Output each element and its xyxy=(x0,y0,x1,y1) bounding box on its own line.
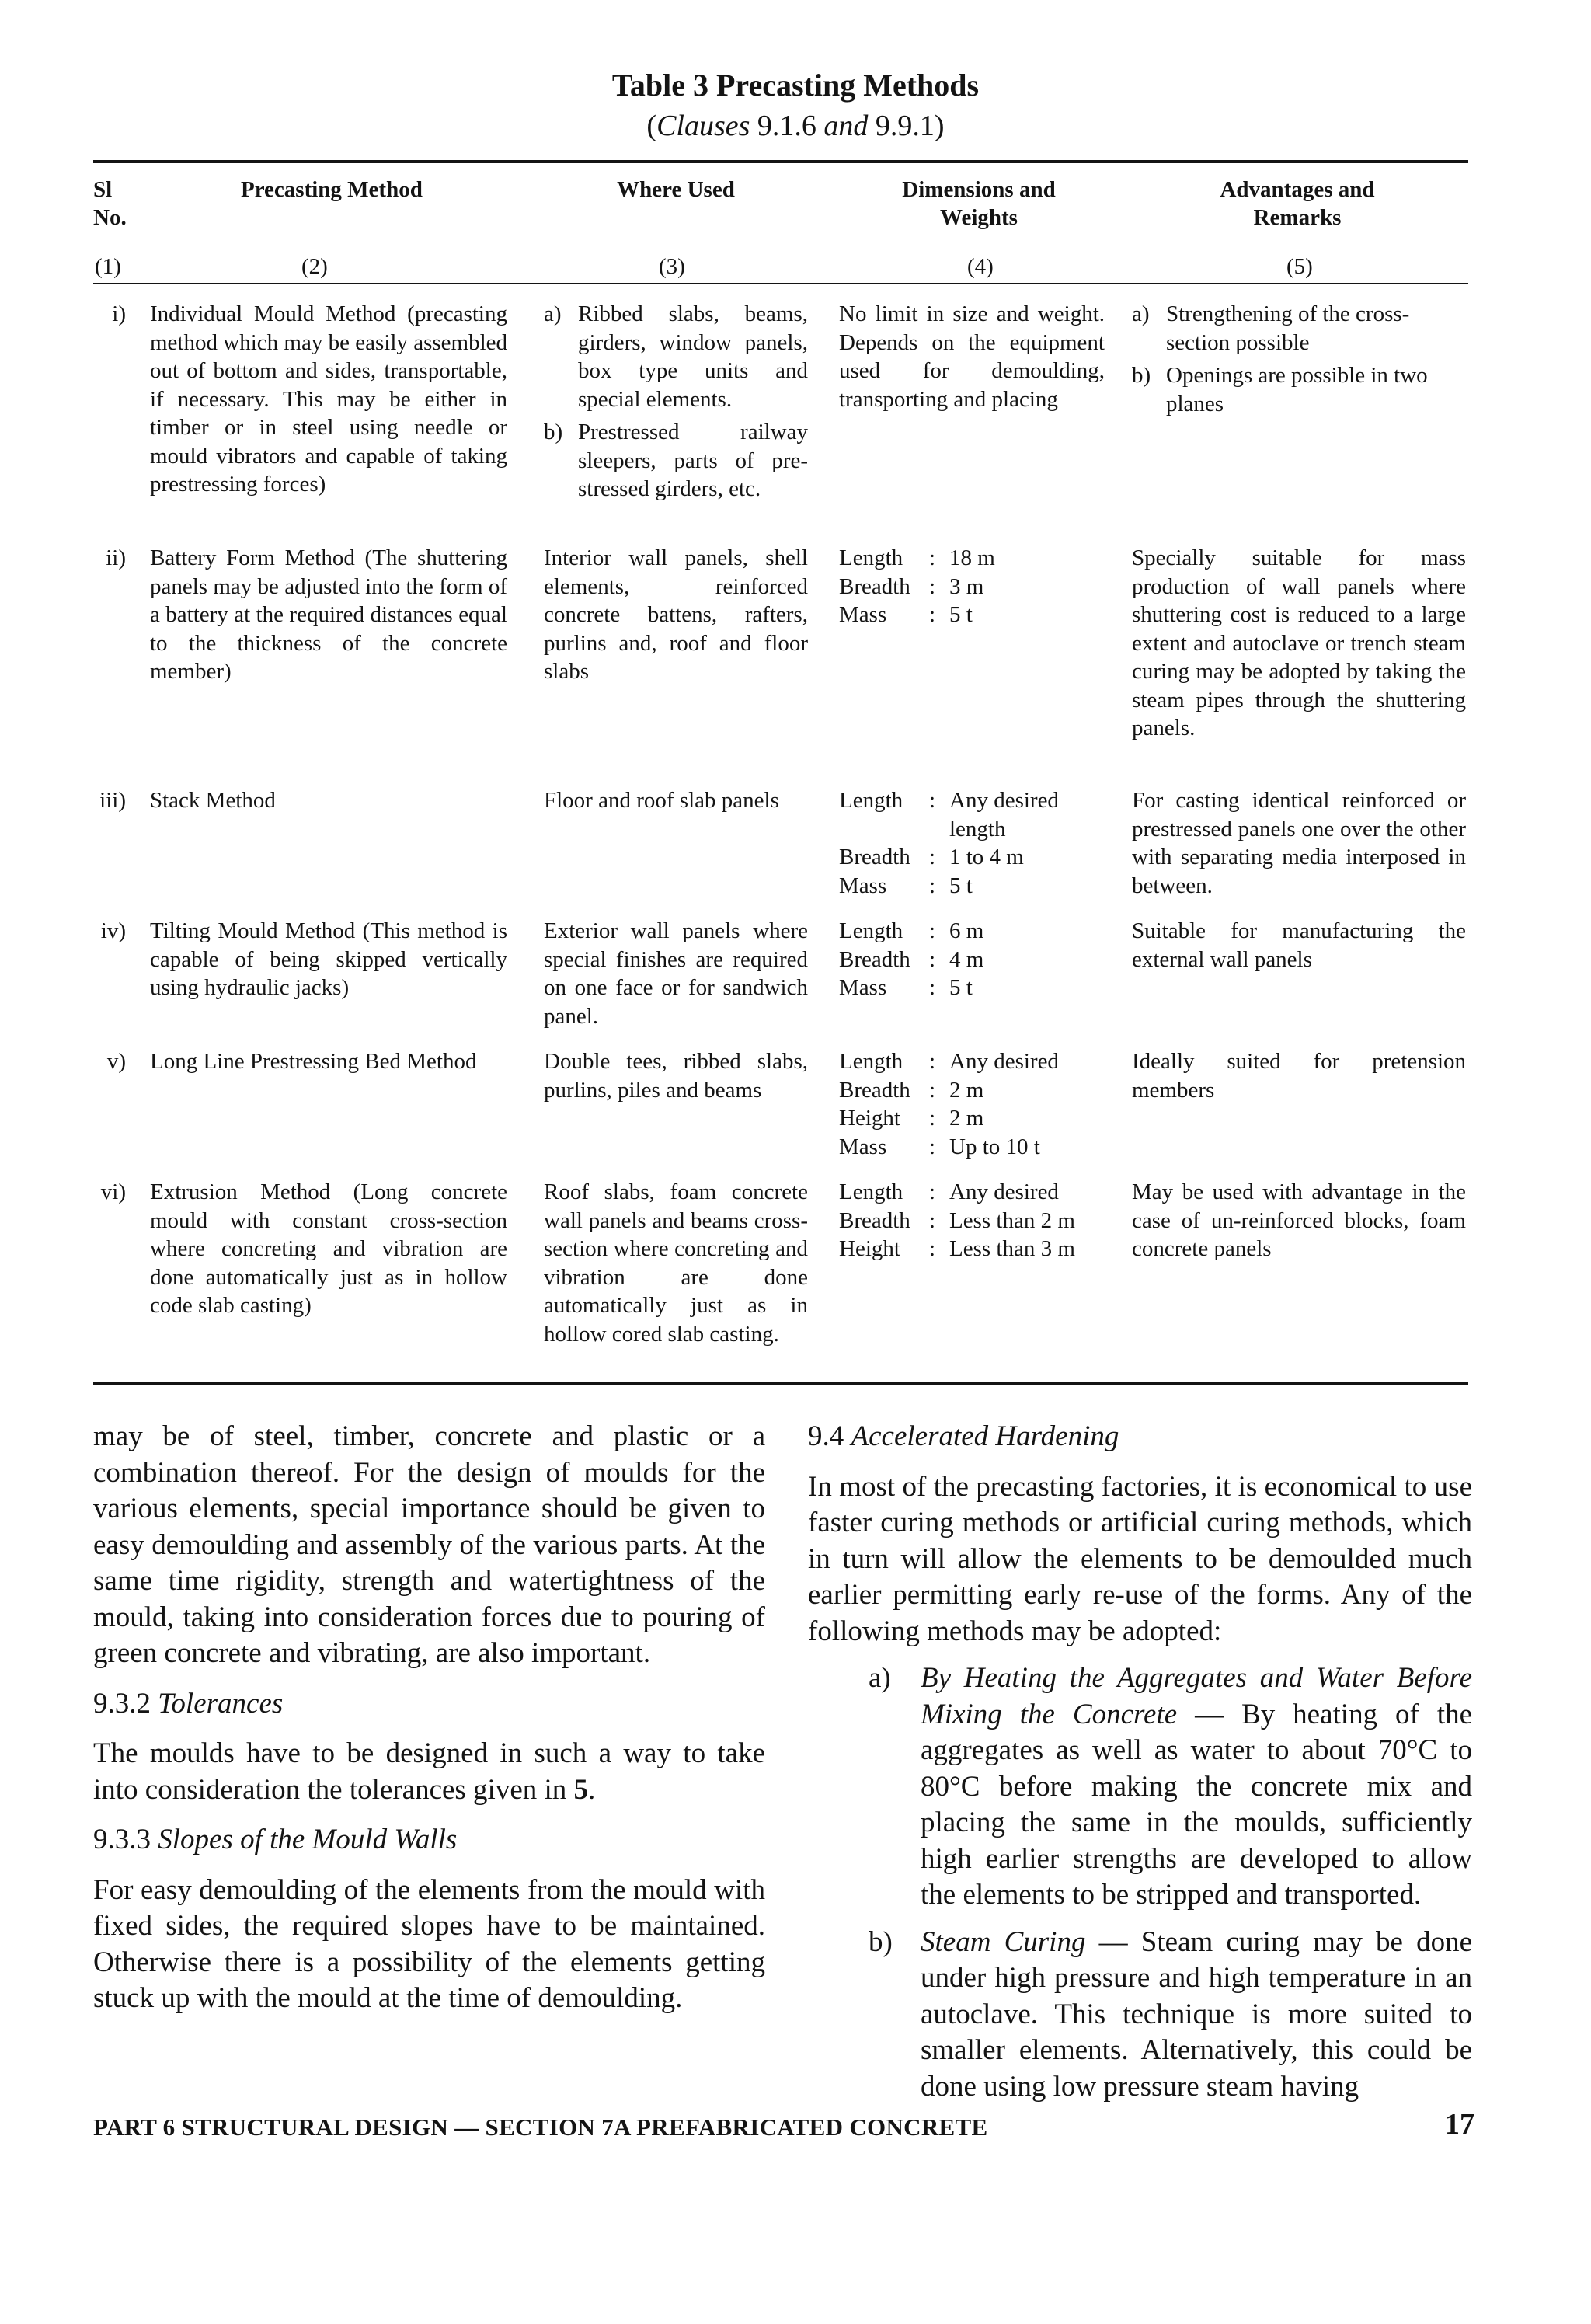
paragraph: may be of steel, timber, concrete and plastic or a combination thereof. For the design of moulds for the various elements, special importance should be given to easy demoulding and assembly of the various parts. At the same time rigidity, strength and watertightness of the mould, taking into consideration forces due to pouring of green concrete and vibrating, are also important. xyxy=(93,1420,765,1669)
header-sl-no: Sl No. xyxy=(93,177,127,230)
where-used-cell: Roof slabs, foam concrete wall panels and beams cross-section where concreting and vibration are done automatically just as in hollow cored slab casting. xyxy=(544,1179,808,1347)
list-item: b) Openings are possible in two planes xyxy=(1132,363,1428,416)
list-item: b) Steam Curing — Steam curing may be done under high pressure and high temperature in an autoclave. This technique is more suited to smaller elements. Alternatively, this could be done using low pressure steam having xyxy=(869,1925,1472,2103)
dimensions-cell: Length : Any desired Breadth : 2 m Height : 2 m Mass : Up to 10 t xyxy=(839,1049,1059,1159)
table-bottom-rule xyxy=(93,1382,1468,1385)
method-cell: Tilting Mould Method (This method is capable of being skipped vertically using hydraulic jacks) xyxy=(150,918,507,1000)
right-column xyxy=(808,1419,1472,2105)
table-top-rule xyxy=(93,160,1468,163)
dimensions-cell: Length : Any desired length Breadth : 1 to 4 m Mass : 5 t xyxy=(839,788,1059,898)
dimensions-cell: Length : 6 m Breadth : 4 m Mass : 5 t xyxy=(839,918,984,1000)
header-precasting-method: Precasting Method xyxy=(241,177,423,202)
row-number: iv) xyxy=(100,918,126,943)
remarks-cell: Suitable for manufacturing the external wall panels xyxy=(1132,918,1466,972)
list-item: a) Ribbed slabs, beams, girders, window panels, box type units and special elements. xyxy=(544,301,808,412)
list-item: a) Strengthening of the cross-section possible xyxy=(1132,301,1410,355)
section-heading-9-3-2: 9.3.2 Tolerances xyxy=(93,1687,284,1719)
remarks-cell: May be used with advantage in the case of un-reinforced blocks, foam concrete panels xyxy=(1132,1179,1466,1261)
table-title: Table 3 Precasting Methods xyxy=(611,68,980,103)
where-used-cell: Floor and roof slab panels xyxy=(544,788,779,813)
table-header-rule xyxy=(93,283,1468,284)
where-used-cell: Double tees, ribbed slabs, purlins, piles and beams xyxy=(544,1049,808,1103)
page-footer: PART 6 STRUCTURAL DESIGN — SECTION 7A PREFABRICATED CONCRETE xyxy=(93,2113,988,2141)
method-cell: Extrusion Method (Long concrete mould with constant cross-section where concreting and vibration are done automatically just as in hollow code slab casting) xyxy=(150,1179,507,1318)
section-heading-9-4: 9.4 Accelerated Hardening xyxy=(808,1420,1119,1452)
column-number: (4) xyxy=(967,254,994,279)
paragraph: In most of the precasting factories, it is economical to use faster curing methods or artificial curing methods, which in turn will allow the elements to be demoulded much earlier permitting early re-use of the forms. Any of the following methods may be adopted: xyxy=(808,1470,1472,1647)
column-number: (5) xyxy=(1286,254,1313,279)
where-used-cell: Interior wall panels, shell elements, reinforced concrete battens, rafters, purlins and, roof and floor slabs xyxy=(544,545,808,684)
column-number: (3) xyxy=(659,254,685,279)
where-used-cell xyxy=(544,300,808,508)
table-subtitle: (Clauses 9.1.6 and 9.9.1) xyxy=(646,110,945,142)
left-column xyxy=(93,1419,765,2017)
header-where-used: Where Used xyxy=(617,177,735,202)
remarks-cell: Ideally suited for pretension members xyxy=(1132,1049,1466,1103)
paragraph: For easy demoulding of the elements from the mould with fixed sides, the required slopes have to be maintained. Otherwise there is a possibility of the elements getting stuck up with the mould at the time of demoulding. xyxy=(93,1873,765,2014)
row-number: ii) xyxy=(106,545,126,570)
dimensions-cell: No limit in size and weight. Depends on the equipment used for demoulding, transporting and placing xyxy=(839,301,1105,412)
remarks-cell: Specially suitable for mass production of wall panels where shuttering cost is reduced to a large extent and autoclave or trench steam curing may be adopted by taking the steam pipes through the shuttering panels. xyxy=(1132,545,1466,740)
row-number: iii) xyxy=(99,788,126,813)
row-number: vi) xyxy=(100,1179,126,1204)
remarks-cell xyxy=(1132,300,1466,423)
row-number: v) xyxy=(106,1049,126,1074)
dimensions-cell: Length : Any desired Breadth : Less than 2 m Height : Less than 3 m xyxy=(839,1179,1075,1261)
method-cell: Individual Mould Method (precasting method which may be easily assembled out of bottom and sides, transportable, if necessary. This may be either in timber or in steel using needle or mould vibrators and capable of taking prestressing forces) xyxy=(150,301,507,497)
header-dimensions-weights: Dimensions and Weights xyxy=(902,177,1056,230)
column-number: (1) xyxy=(95,254,121,279)
method-cell: Battery Form Method (The shuttering panels may be adjusted into the form of a battery at the required distances equal to the thickness of the concrete member) xyxy=(150,545,507,684)
method-cell: Long Line Prestressing Bed Method xyxy=(150,1049,477,1074)
header-advantages-remarks: Advantages and Remarks xyxy=(1220,177,1375,230)
remarks-cell: For casting identical reinforced or prestressed panels one over the other with separating media interposed in between. xyxy=(1132,788,1466,898)
list-item: b) Prestressed railway sleepers, parts of pre-stressed girders, etc. xyxy=(544,420,808,501)
section-heading-9-3-3: 9.3.3 Slopes of the Mould Walls xyxy=(93,1824,458,1855)
list-item: a) By Heating the Aggregates and Water Before Mixing the Concrete — By heating of the aggregates as well as water to about 70°C to 80°C before making the concrete mix and placing the same in the moulds, sufficiently high earlier strengths are developed to allow the elements to be stripped and transported. xyxy=(869,1662,1472,1911)
where-used-cell: Exterior wall panels where special finishes are required on one face or for sandwich panel. xyxy=(544,918,808,1029)
paragraph: The moulds have to be designed in such a way to take into consideration the tolerances given in 5. xyxy=(93,1737,765,1806)
method-cell: Stack Method xyxy=(150,788,276,813)
row-number: i) xyxy=(112,301,126,326)
column-number: (2) xyxy=(301,254,328,279)
dimensions-cell: Length : 18 m Breadth : 3 m Mass : 5 t xyxy=(839,545,995,627)
page-number: 17 xyxy=(1445,2108,1474,2141)
